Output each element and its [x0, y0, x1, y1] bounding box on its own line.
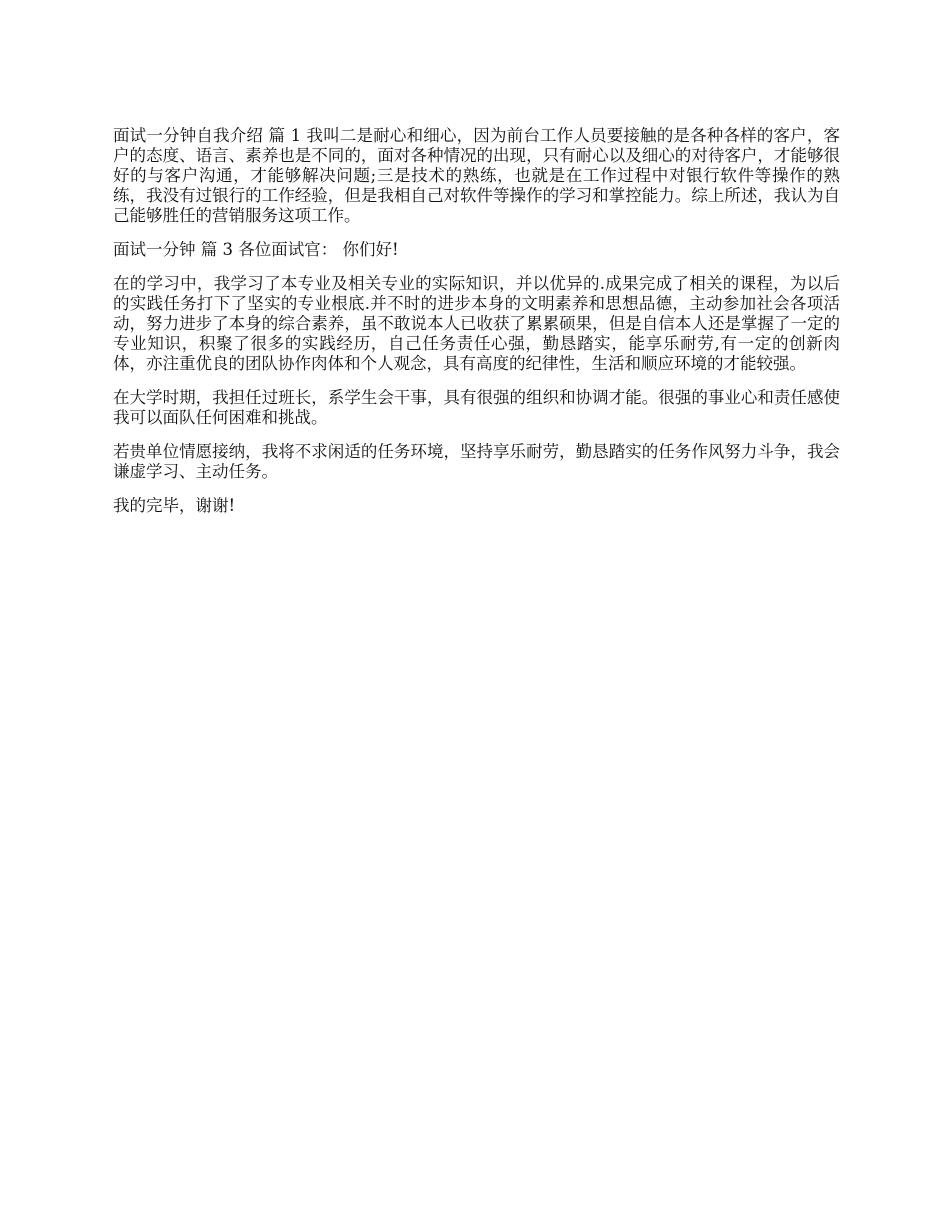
paragraph-study: 在的学习中，我学习了本专业及相关专业的实际知识，并以优异的.成果完成了相关的课程，为以后的实践任务打下了坚实的专业根底.并不时的进步本身的文明素养和思想品德，主动参加社会各项活动，努力进步了本身的综合素养，虽不敢说本人已收获了累累硕果，但是自信本人还是掌握了一定的专业知识，积聚了很多的实践经历，自己任务责任心强，勤恳踏实，能享乐耐劳,有一定的创新肉体，亦注重优良的团队协作肉体和个人观念，具有高度的纪律性，生活和顺应环境的才能较强。: [113, 274, 840, 373]
document-body: [113, 126, 840, 530]
paragraph-greeting: 面试一分钟 篇 3 各位面试官： 你们好!: [113, 240, 399, 259]
paragraph-university: 在大学时期，我担任过班长，系学生会干事，具有很强的组织和协调才能。很强的事业心和责任感使我可以面队任何困难和挑战。: [113, 388, 840, 427]
paragraph-intro: 面试一分钟自我介绍 篇 1 我叫二是耐心和细心，因为前台工作人员要接触的是各种各样的客户，客户的态度、语言、素养也是不同的，面对各种情况的出现，只有耐心以及细心的对待客户，才能够很好的与客户沟通，才能够解决问题;三是技术的熟练，也就是在工作过程中对银行软件等操作的熟练，我没有过银行的工作经验，但是我相自己对软件等操作的学习和掌控能力。综上所述，我认为自己能够胜任的营销服务这项工作。: [113, 126, 840, 225]
paragraph-closing: 我的完毕，谢谢!: [113, 496, 236, 515]
paragraph-commitment: 若贵单位情愿接纳，我将不求闲适的任务环境，坚持享乐耐劳，勤恳踏实的任务作风努力斗争，我会谦虚学习、主动任务。: [113, 442, 840, 481]
